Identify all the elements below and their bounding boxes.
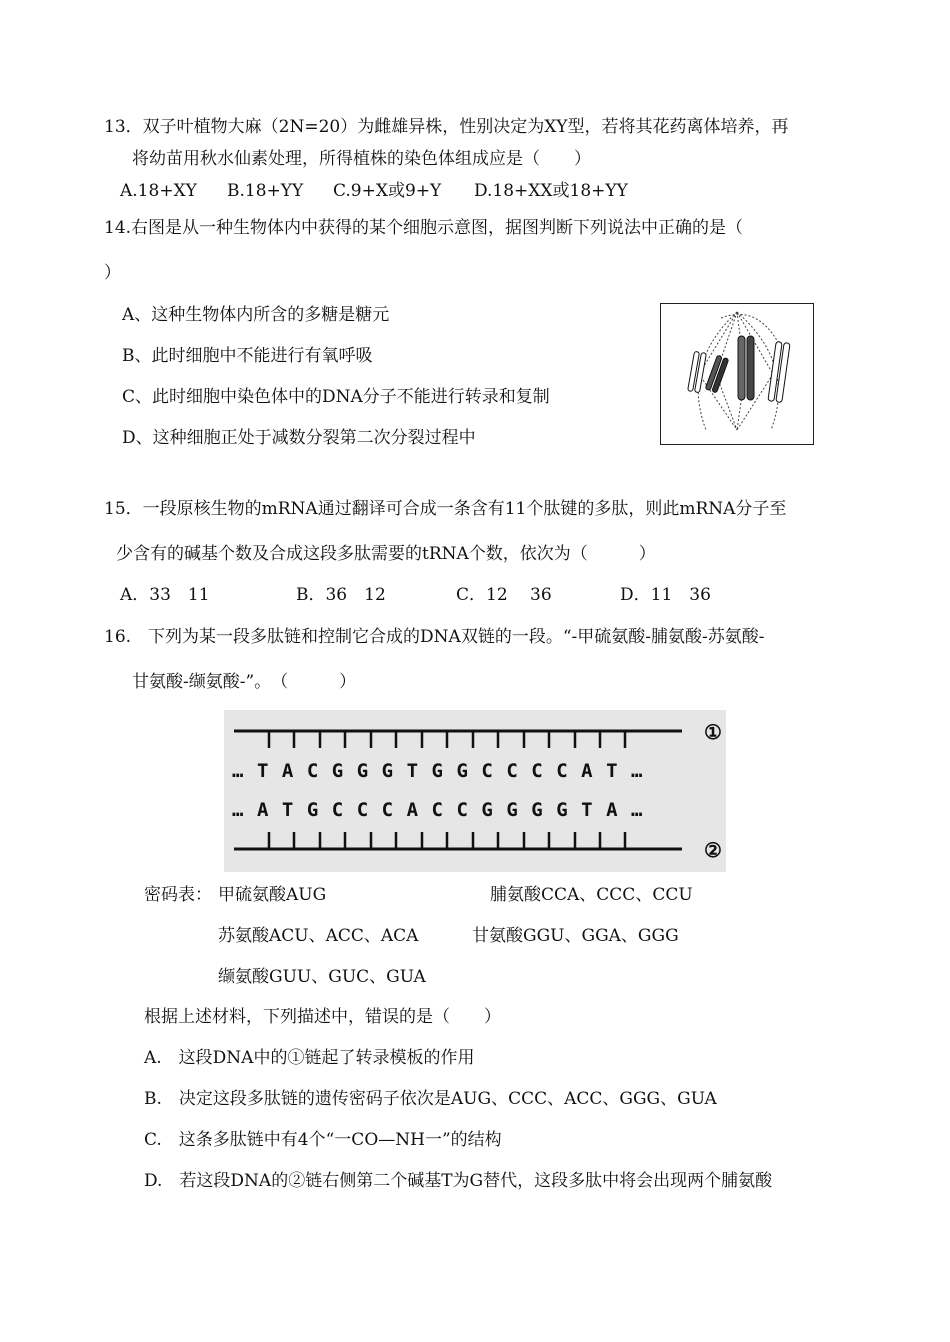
q16-line2: 甘氨酸-缬氨酸-”。 （ ） [132, 672, 357, 692]
dna-backbones [224, 710, 726, 872]
q16-stem: 根据上述材料，下列描述中，错误的是（ ） [144, 1007, 501, 1027]
q14-option-b: B、此时细胞中不能进行有氧呼吸 [122, 346, 373, 366]
q13-option-b: B.18+YY [227, 181, 304, 201]
chromosome-3 [738, 336, 754, 400]
q16-option-c: C. 这条多肽链中有4个“一CO—NH一”的结构 [144, 1130, 502, 1150]
q14-line2: ） [104, 263, 121, 283]
chromosome-2 [705, 355, 729, 393]
chromosomes [688, 336, 790, 403]
q13-option-d: D.18+XX或18+YY [474, 181, 628, 201]
dna-strand-2: …ATGCCCACCGGGGTA… [232, 799, 656, 821]
q16-option-a: A. 这段DNA中的①链起了转录模板的作用 [144, 1048, 475, 1068]
q14-option-c: C、此时细胞中染色体中的DNA分子不能进行转录和复制 [122, 387, 550, 407]
q16-line1: 16. 下列为某一段多肽链和控制它合成的DNA双链的一段。“-甲硫氨酸-脯氨酸-苏氨酸- [104, 627, 765, 647]
codon-gly: 甘氨酸GGU、GGA、GGG [472, 926, 679, 946]
cell-division-diagram [660, 303, 814, 445]
q14-option-a: A、这种生物体内所含的多糖是糖元 [122, 305, 390, 325]
strand-1-label: ① [704, 720, 722, 744]
q15-line1: 15．一段原核生物的mRNA通过翻译可合成一条含有11个肽键的多肽，则此mRNA分子至 [104, 499, 787, 519]
codon-met: 甲硫氨酸AUG [218, 885, 327, 905]
strand-2-label: ② [704, 838, 722, 862]
q15-line2: 少含有的碱基个数及合成这段多肽需要的tRNA个数，依次为（ ） [116, 544, 656, 564]
bottom-ticks [269, 832, 625, 849]
chromosome-4 [768, 341, 790, 402]
top-ticks [269, 731, 625, 748]
codon-table-label: 密码表： [144, 885, 212, 905]
q15-option-b: B．36 12 [296, 585, 386, 605]
dna-double-strand-figure [224, 710, 726, 872]
q14-line1: 14.右图是从一种生物体内中获得的某个细胞示意图，据图判断下列说法中正确的是（ [104, 218, 744, 238]
q13-line2: 将幼苗用秋水仙素处理，所得植株的染色体组成应是（ ） [132, 149, 591, 169]
spindle-chromosomes-figure [661, 304, 812, 443]
q16-option-b: B. 决定这段多肽链的遗传密码子依次是AUG、CCC、ACC、GGG、GUA [144, 1089, 717, 1109]
q16-option-d: D. 若这段DNA的②链右侧第二个碱基T为G替代，这段多肽中将会出现两个脯氨酸 [144, 1171, 773, 1191]
q14-option-d: D、这种细胞正处于减数分裂第二次分裂过程中 [122, 428, 476, 448]
codon-pro: 脯氨酸CCA、CCC、CCU [490, 885, 693, 905]
q15-option-a: A．33 11 [120, 585, 210, 605]
codon-val: 缬氨酸GUU、GUC、GUA [218, 967, 426, 987]
q15-option-d: D．11 36 [620, 585, 711, 605]
q13-option-c: C.9+X或9+Y [333, 181, 442, 201]
chromosome-1 [688, 351, 707, 392]
dna-strand-1: …TACGGGTGGCCCCAT… [232, 760, 656, 782]
q15-option-c: C．12 36 [456, 585, 552, 605]
q13-line1: 13．双子叶植物大麻（2N=20）为雌雄异株，性别决定为XY型，若将其花药离体培养，再 [104, 117, 789, 137]
q13-option-a: A.18+XY [120, 181, 197, 201]
codon-thr: 苏氨酸ACU、ACC、ACA [218, 926, 419, 946]
